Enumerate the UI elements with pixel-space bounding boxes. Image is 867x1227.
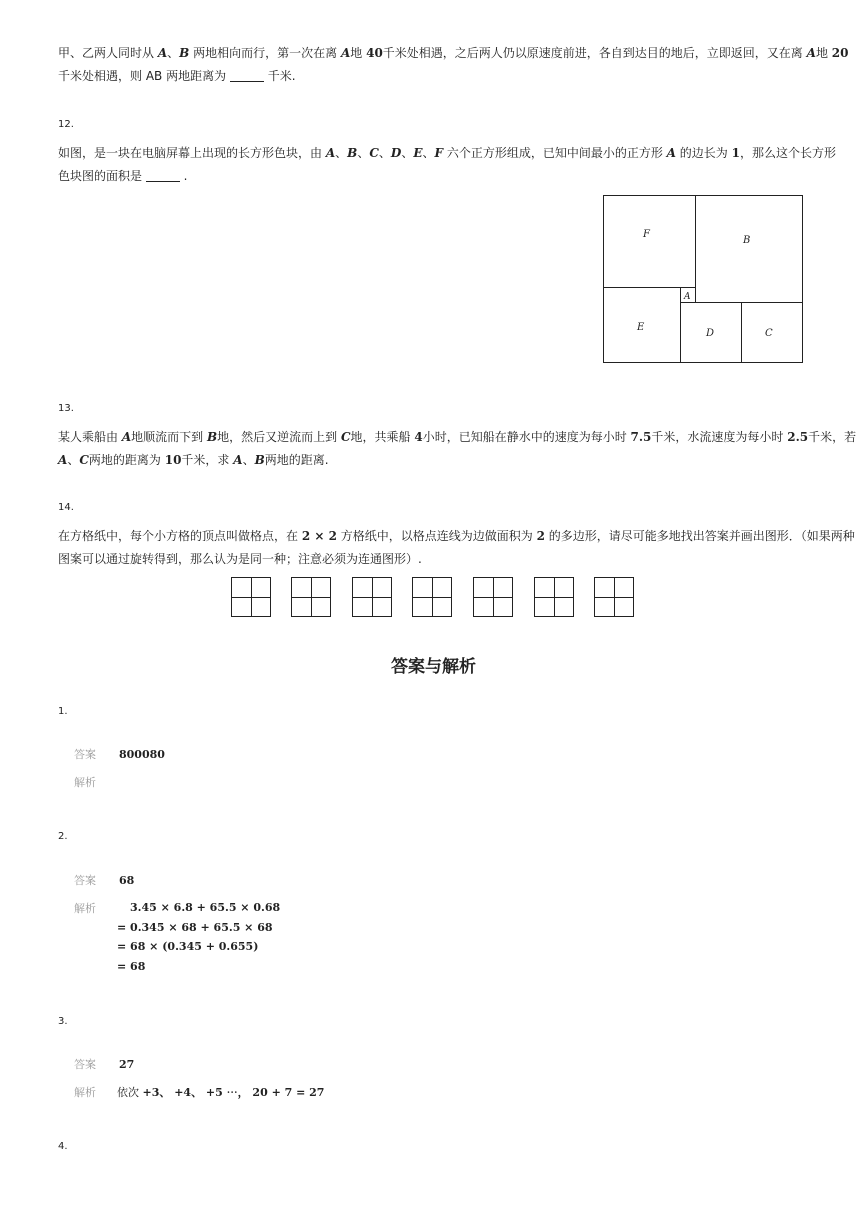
number: 40 <box>366 46 383 60</box>
text: 如图，是一块在电脑屏幕上出现的长方形色块，由 <box>58 146 326 160</box>
grid-2x2 <box>412 577 452 617</box>
math-C: C <box>340 430 351 444</box>
text: 千米，水流速度为每小时 <box>651 430 788 444</box>
grid-2x2 <box>534 577 574 617</box>
math-B: B <box>179 46 190 60</box>
q11-line2 <box>58 64 808 88</box>
math-A: A <box>806 46 816 60</box>
math-B: B <box>254 453 265 467</box>
text: ，那么这个长方形 <box>739 146 836 160</box>
text: 、 <box>67 453 80 467</box>
text: 千米，若 <box>808 430 857 444</box>
answer-blank <box>230 67 264 82</box>
text: 两地相向而行，第一次在离 <box>189 46 341 60</box>
math-A: A <box>666 146 676 160</box>
text: 、 <box>167 46 180 60</box>
analysis-text <box>117 1085 324 1101</box>
math-expression: 2 × 2 <box>301 529 337 543</box>
text: 的多边形，请尽可能多地找出答案并画出图形．（如果两种 <box>544 529 855 543</box>
math-A: A <box>157 46 168 60</box>
text: 甲、乙两人同时从 <box>58 46 158 60</box>
number: 1 <box>731 146 740 160</box>
analysis-label: 解析 <box>74 776 96 789</box>
math-E: E <box>413 146 423 160</box>
text: 的边长为 <box>675 146 732 160</box>
text: 千米处相遇，之后两人仍以原速度前进，各自到达目的地后，立即返回，又在离 <box>382 46 807 60</box>
math-A: A <box>58 453 68 467</box>
answer-value: 68 <box>119 874 135 887</box>
math-B: B <box>347 146 358 160</box>
math-C: C <box>369 146 379 160</box>
number: 2.5 <box>787 430 809 444</box>
grid-2x2 <box>291 577 331 617</box>
text: 某人乘船由 <box>58 430 122 444</box>
text: 图案可以通过旋转得到，那么认为是同一种；注意必须为连通图形）. <box>58 552 422 566</box>
question-number: 12. <box>58 119 74 130</box>
text: 小时，已知船在静水中的速度为每小时 <box>422 430 631 444</box>
section-title: 答案与解析 <box>391 657 476 677</box>
text: 方格纸中，以格点连线为边做面积为 <box>336 529 537 543</box>
math-A: A <box>340 46 351 60</box>
answer-number: 2. <box>58 831 68 842</box>
math-C: C <box>79 453 89 467</box>
text: 地 <box>815 46 832 60</box>
grid-2x2 <box>594 577 634 617</box>
answer-number: 1. <box>58 706 68 717</box>
calc-step: 3.45 × 6.8 + 65.5 × 0.68 <box>130 901 281 914</box>
analysis-label: 解析 <box>74 902 96 915</box>
text: 六个正方形组成，已知中间最小的正方形 <box>443 146 667 160</box>
q13-line1 <box>58 425 857 449</box>
label-B: B <box>743 235 751 246</box>
label-E: E <box>637 322 645 333</box>
answer-label: 答案 <box>74 874 96 887</box>
grid-2x2 <box>473 577 513 617</box>
number: 7.5 <box>630 430 652 444</box>
math-B: B <box>206 430 218 444</box>
q13-line2 <box>58 448 808 472</box>
answer-value: 800080 <box>119 748 165 761</box>
math-F: F <box>434 146 444 160</box>
answer-number: 4. <box>58 1141 68 1152</box>
text: 地，共乘船 <box>350 430 415 444</box>
number: 10 <box>164 453 182 467</box>
number: 2 <box>536 529 545 543</box>
math-A: A <box>233 453 243 467</box>
text: 在方格纸中，每个小方格的顶点叫做格点，在 <box>58 529 302 543</box>
text: 依次 <box>117 1086 143 1099</box>
analysis-label: 解析 <box>74 1086 96 1099</box>
text: 、 <box>242 453 255 467</box>
q14-line2 <box>58 547 808 571</box>
text: 两地的距离为 <box>88 453 165 467</box>
answer-number: 3. <box>58 1016 68 1027</box>
text: 地，然后又逆流而上到 <box>217 430 341 444</box>
question-number: 14. <box>58 502 74 513</box>
math-D: D <box>390 146 402 160</box>
q14-line1 <box>58 524 855 548</box>
answer-label: 答案 <box>74 748 96 761</box>
question-number: 13. <box>58 403 74 414</box>
label-D: D <box>706 328 715 339</box>
number: 4 <box>414 430 423 444</box>
q11-line1 <box>58 41 849 65</box>
calc-step: = 0.345 × 68 + 65.5 × 68 <box>117 921 273 934</box>
text: 色块图的面积是 <box>58 169 146 183</box>
label-C: C <box>765 328 773 339</box>
text: 千米处相遇，则 AB 两地距离为 <box>58 69 230 83</box>
calc-step: = 68 × (0.345 + 0.655) <box>117 940 259 953</box>
answer-blank <box>146 167 180 182</box>
calc-step: = 68 <box>117 960 146 973</box>
text: 千米，求 <box>181 453 234 467</box>
label-F: F <box>643 229 650 240</box>
number: 20 <box>831 46 849 60</box>
math-A: A <box>325 146 336 160</box>
answer-value: 27 <box>119 1058 135 1071</box>
text: . <box>179 169 188 183</box>
q12-line1: 如图，是一块在电脑屏幕上出现的长方形色块，由 A、B、C、D、E、F 六个正方形组成，已知中间最小的正方形 A 的边长为 1，那么这个长方形 <box>58 146 836 160</box>
rectangle-squares-figure <box>603 195 803 363</box>
math-expression: +3、 +4、 +5 ⋯， 20 + 7 = 27 <box>142 1086 325 1099</box>
answer-label: 答案 <box>74 1058 96 1071</box>
text: 地顺流而下到 <box>131 430 207 444</box>
text: 地 <box>350 46 367 60</box>
math-A: A <box>121 430 132 444</box>
grid-2x2 <box>352 577 392 617</box>
q12-line2 <box>58 164 808 188</box>
text: 千米. <box>263 69 296 83</box>
text: 两地的距离. <box>264 453 329 467</box>
grid-2x2 <box>231 577 271 617</box>
label-A: A <box>684 292 691 302</box>
